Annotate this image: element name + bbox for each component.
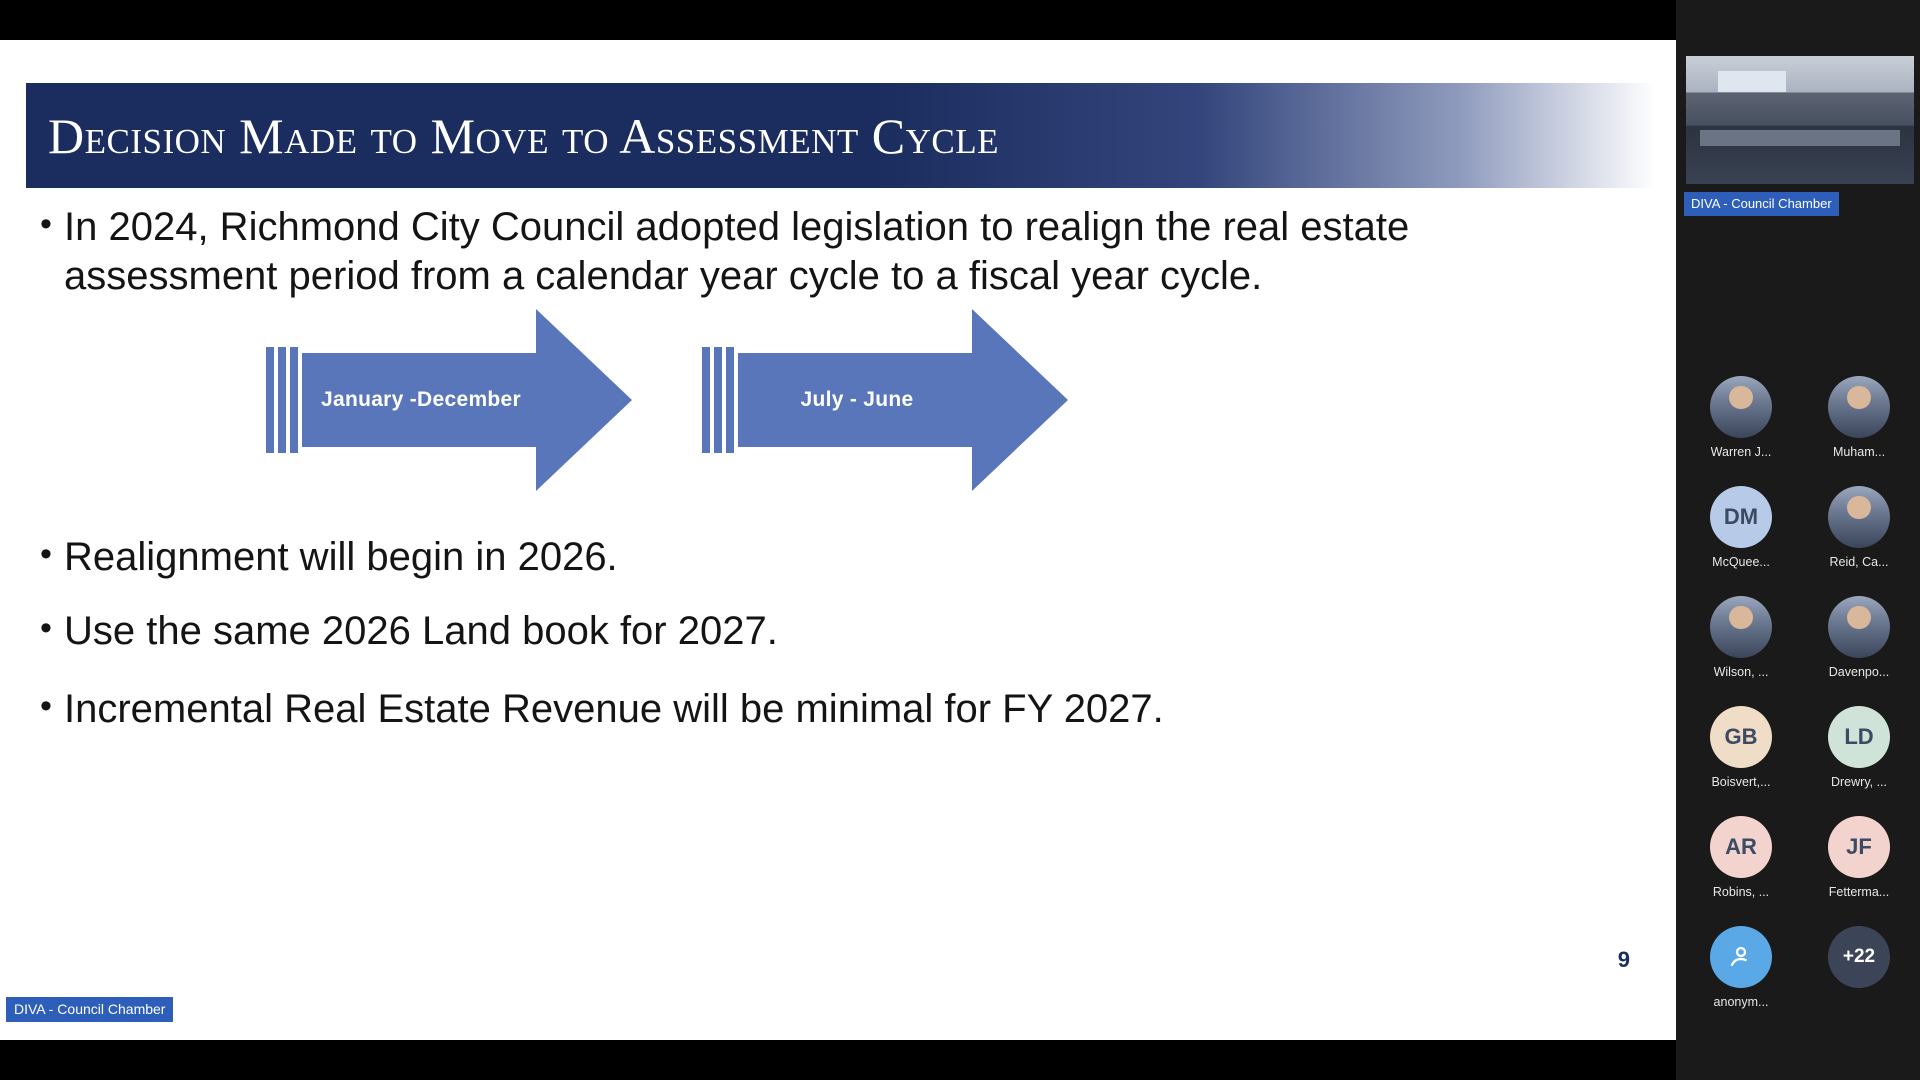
- slide-bullet: [40, 533, 1040, 582]
- participant-tile[interactable]: [1800, 702, 1918, 812]
- participant-tile[interactable]: [1800, 812, 1918, 922]
- arrow-shape-icon: [266, 305, 636, 495]
- shared-screen-area: [0, 40, 1676, 1040]
- avatar: [1828, 596, 1890, 658]
- slide-bullet: [40, 685, 1340, 734]
- participant-tile[interactable]: [1682, 372, 1800, 482]
- anonymous-avatar-icon: [1710, 926, 1772, 988]
- participant-name: anonym...: [1713, 995, 1769, 1009]
- avatar-initials: LD: [1828, 706, 1890, 768]
- avatar: [1828, 486, 1890, 548]
- assessment-cycle-diagram: [266, 305, 1066, 505]
- active-speaker-name: DIVA - Council Chamber: [1684, 192, 1839, 216]
- active-speaker-tile[interactable]: [1686, 56, 1914, 184]
- bullet-dot-icon: •: [40, 609, 52, 647]
- participant-name: Robins, ...: [1712, 885, 1770, 899]
- bullet-dot-icon: •: [40, 687, 52, 725]
- page-title: Decision Made to Move to Assessment Cycle: [48, 107, 999, 164]
- presentation-slide: [16, 55, 1660, 1015]
- slide-bullet-text: Incremental Real Estate Revenue will be minimal for FY 2027.: [64, 687, 1164, 731]
- arrow-shape-icon: [702, 305, 1072, 495]
- avatar: [1828, 376, 1890, 438]
- participant-tile[interactable]: [1682, 482, 1800, 592]
- participant-name: Boisvert,...: [1711, 775, 1771, 789]
- participant-tile[interactable]: [1682, 702, 1800, 812]
- slide-title-bar: [26, 83, 1656, 188]
- participant-name: Warren J...: [1710, 445, 1772, 459]
- participant-name: Reid, Ca...: [1829, 555, 1889, 569]
- participant-grid: [1682, 372, 1918, 1032]
- participant-name: Wilson, ...: [1713, 665, 1769, 679]
- diagram-arrow-calendar-year: [266, 305, 636, 495]
- participant-name: McQuee...: [1712, 555, 1770, 569]
- participant-tile[interactable]: [1800, 922, 1918, 1032]
- participant-tile[interactable]: [1682, 812, 1800, 922]
- participant-tile[interactable]: [1800, 482, 1918, 592]
- slide-bullet-text: Use the same 2026 Land book for 2027.: [64, 609, 778, 653]
- participant-name: Davenpo...: [1828, 665, 1890, 679]
- diagram-arrow-fiscal-year: [702, 305, 1072, 495]
- participant-tile[interactable]: [1800, 592, 1918, 702]
- avatar-initials: DM: [1710, 486, 1772, 548]
- screen-share-source-label: DIVA - Council Chamber: [6, 997, 173, 1022]
- more-participants-badge[interactable]: +22: [1828, 926, 1890, 988]
- avatar-initials: AR: [1710, 816, 1772, 878]
- participant-name: Fetterma...: [1828, 885, 1890, 899]
- participant-name: Drewry, ...: [1830, 775, 1888, 789]
- avatar-initials: GB: [1710, 706, 1772, 768]
- avatar-initials: JF: [1828, 816, 1890, 878]
- bullet-dot-icon: •: [40, 535, 52, 573]
- diagram-arrow-label: January -December: [320, 388, 522, 411]
- council-chamber-video: [1686, 56, 1914, 184]
- avatar: [1710, 376, 1772, 438]
- participant-rail: [1676, 0, 1920, 1080]
- slide-bullet-text: Realignment will begin in 2026.: [64, 535, 618, 579]
- bullet-dot-icon: •: [40, 205, 52, 243]
- participant-tile[interactable]: [1682, 592, 1800, 702]
- slide-bullet-text: In 2024, Richmond City Council adopted legislation to realign the real estate assessment period from a calendar year cycle to a fiscal year cycle.: [64, 205, 1410, 298]
- avatar: [1710, 596, 1772, 658]
- slide-page-number: 9: [1617, 947, 1630, 972]
- slide-bullet: [40, 607, 1140, 656]
- slide-bullet: [40, 203, 1440, 301]
- participant-tile[interactable]: [1800, 372, 1918, 482]
- diagram-arrow-label: July - June: [800, 388, 914, 411]
- participant-name: Muham...: [1832, 445, 1886, 459]
- participant-tile[interactable]: [1682, 922, 1800, 1032]
